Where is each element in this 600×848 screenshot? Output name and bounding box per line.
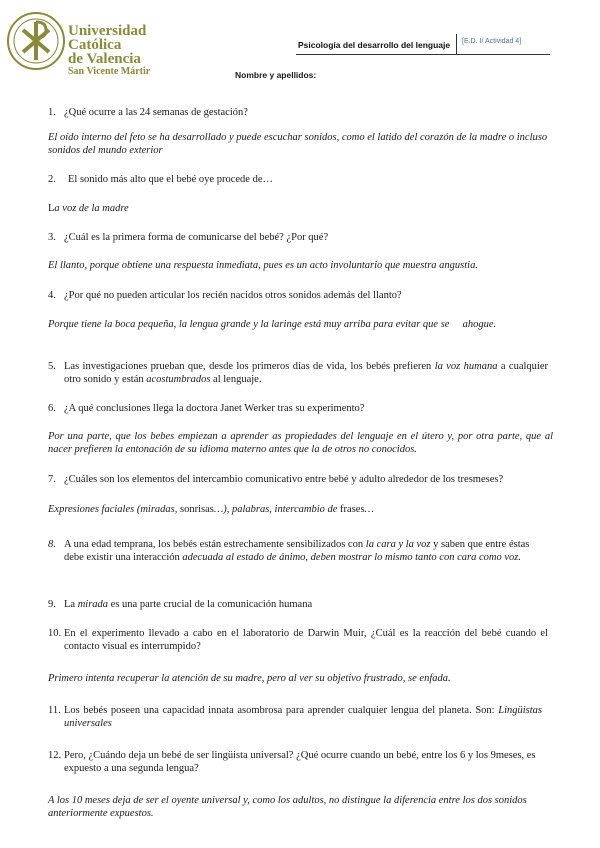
university-seal-icon [6,10,66,72]
answer-7: Expresiones faciales (miradas, sonrisas…), palabras, intercambio de frases… [48,504,374,515]
question-8: 8. A una edad temprana, los bebés están estrechamente sensibilizados con la cara y la voz y saben que entre éstas debe existir una interacción adecuada al estado de ánimo, deben mostrar lo mismo tanto con cara como voz. [48,539,530,563]
answer-4: Porque tiene la boca pequeña, la lengua grande y la laringe está muy arriba para evitar que se ahogue. [48,319,497,330]
question-9: 9. La mirada es una parte crucial de la comunicación humana [48,599,313,610]
answer-10: Primero intenta recuperar la atención de su madre, pero al ver su objetivo frustrado, se enfada. [48,673,451,684]
question-10: 10. En el experimento llevado a cabo en el laboratorio de Darwin Muir, ¿Cuál es la reacción del bebé cuando el contacto visual es interrumpido? [48,628,548,652]
question-11: 11. Los bebés poseen una capacidad innata asombrosa para aprender cualquier lengua del planeta. Son: Lingüistas universales [48,705,542,729]
activity-label: [E.D. I/ Actividad 4] [462,38,522,45]
answer-6: Por una parte, que los bebes empiezan a aprender as propiedades del lenguaje en el útero y, por otra parte, que al nacer prefieren la entonación de su idioma materno antes que la de otros no conocidos. [48,431,553,455]
answer-2: La voz de la madre [48,203,129,214]
header-divider [296,54,550,55]
answer-12: A los 10 meses deja de ser el oyente universal y, como los adultos, no distingue la diferencia entre los dos sonidos anteriormente expuestos. [48,795,527,819]
question-12: 12. Pero, ¿Cuándo deja un bebé de ser lingüista universal? ¿Qué ocurre cuando un bebé, entre los 6 y los 9meses, es expuesto a una segunda lengua? [48,750,536,774]
question-6: 6. ¿A qué conclusiones llega la doctora Janet Werker tras su experimento? [48,403,365,414]
question-3: 3. ¿Cuál es la primera forma de comunicarse del bebé? ¿Por qué? [48,232,329,243]
question-2: 2. El sonido más alto que el bebé oye procede de… [48,174,273,185]
name-label: Nombre y apellidos: [235,70,317,80]
question-5: 5. Las investigaciones prueban que, desde los primeros días de vida, los bebés prefieren la voz humana a cualquier otro sonido y están acostumbrados al lenguaje. [48,361,548,385]
question-7: 7. ¿Cuáles son los elementos del intercambio comunicativo entre bebé y adulto alrededor de los tresmeses? [48,474,504,485]
question-4: 4. ¿Por qué no pueden articular los recién nacidos otros sonidos además del llanto? [48,290,402,301]
question-1: 1. ¿Qué ocurre a las 24 semanas de gestación? [48,107,248,118]
answer-1: El oído interno del feto se ha desarrollado y puede escuchar sonidos, como el latido del corazón de la madre o incluso sonidos del mundo exterior [48,132,548,156]
subject-title: Psicología del desarrollo del lenguaje [298,40,451,50]
university-name: Universidad Católica de Valencia San Vicente Mártir [68,23,151,77]
answer-3: El llanto, porque obtiene una respuesta inmediata, pues es un acto involuntario que muestra angustia. [48,260,478,271]
header-divider-vertical [456,34,457,54]
